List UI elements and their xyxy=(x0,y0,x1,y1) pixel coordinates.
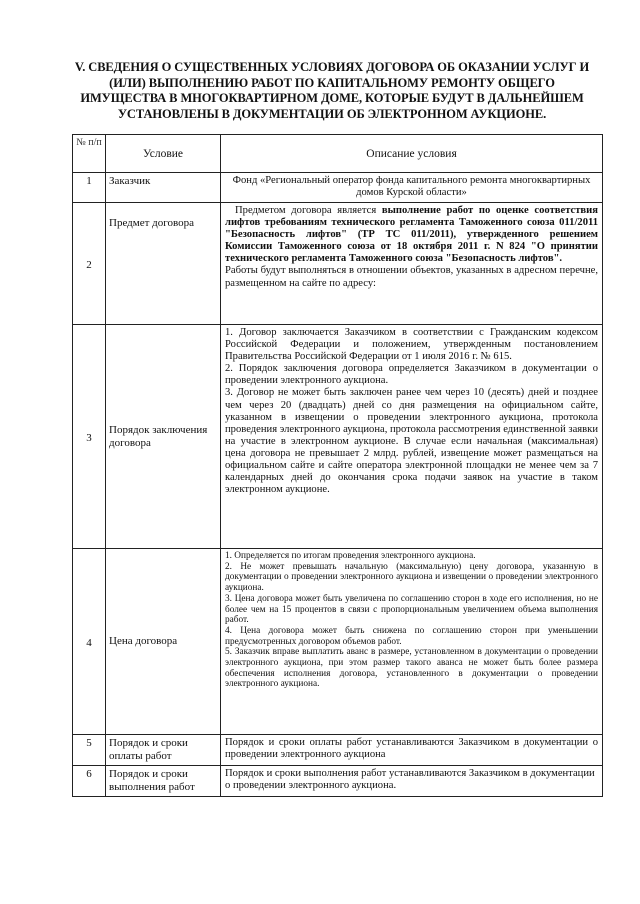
row-condition: Порядок и сроки оплаты работ xyxy=(106,735,221,766)
list-item: 1. Договор заключается Заказчиком в соответствии с Гражданским кодексом Российской Федерации и положением, утвержденным постановлением Правительства Российской Федерации от 1 июля 2016 г. № 615. xyxy=(225,327,598,363)
row-description: Порядок и сроки оплаты работ устанавливаются Заказчиком в документации о проведении электронного аукциона xyxy=(221,735,603,766)
header-condition: Условие xyxy=(106,135,221,173)
list-item: 2. Порядок заключения договора определяется Заказчиком в документации о проведении электронного аукциона. xyxy=(225,363,598,387)
row-number: 3 xyxy=(73,325,106,549)
table-row xyxy=(73,549,603,735)
header-description: Описание условия xyxy=(221,135,603,173)
list-item: 3. Цена договора может быть увеличена по соглашению сторон в ходе его исполнения, но не более чем на 15 процентов в связи с пропорциональным увеличением объема выполнения работ. xyxy=(225,593,598,626)
row-description: Фонд «Региональный оператор фонда капитального ремонта многоквартирных домов Курской области» xyxy=(221,173,603,203)
table-header-row xyxy=(73,135,603,173)
row-condition: Порядок и сроки выполнения работ xyxy=(106,766,221,797)
row-description xyxy=(221,325,603,549)
list-item: 5. Заказчик вправе выплатить аванс в размере, установленном в документации о проведении электронного аукциона, при этом размер такого аванса не может быть более размера обеспечения исполнения договора, установленного в документации о проведении электронного аукциона. xyxy=(225,647,598,690)
table-row xyxy=(73,173,603,203)
table-row xyxy=(73,203,603,325)
table-row xyxy=(73,735,603,766)
row-number: 2 xyxy=(73,203,106,325)
list-item: 1. Определяется по итогам проведения электронного аукциона. xyxy=(225,551,476,561)
row-description xyxy=(221,549,603,735)
list-item: 4. Цена договора может быть снижена по соглашению сторон при уменьшении предусмотренных договором объемов работ. xyxy=(225,625,598,647)
subject-intro: Предметом договора является xyxy=(235,205,382,216)
row-description xyxy=(221,203,603,325)
row-number: 1 xyxy=(73,173,106,203)
table-row xyxy=(73,325,603,549)
row-condition: Предмет договора xyxy=(106,203,221,325)
row-condition: Заказчик xyxy=(106,173,221,203)
subject-bold: выполнение работ по оценке соответствия лифтов требованиям технического регламента Таможенного союза 011/2011 "Безопасность лифтов" (ТР ТС 011/2011), утвержденного решением Комиссии Таможенного союза от 18 октября 2011 г. N 824 "О принятии технического регламента Таможенного союза "Безопасность лифтов". xyxy=(225,205,598,265)
row-condition: Порядок заключения договора xyxy=(106,325,221,549)
row-description: Порядок и сроки выполнения работ устанавливаются Заказчиком в документации о проведении электронного аукциона. xyxy=(221,766,603,797)
row-number: 5 xyxy=(73,735,106,766)
section-title: V. СВЕДЕНИЯ О СУЩЕСТВЕННЫХ УСЛОВИЯХ ДОГОВОРА ОБ ОКАЗАНИИ УСЛУГ И (ИЛИ) ВЫПОЛНЕНИЮ РАБОТ ПО КАПИТАЛЬНОМУ РЕМОНТУ ОБЩЕГО ИМУЩЕСТВА В МНОГОКВАРТИРНОМ ДОМЕ, КОТОРЫЕ БУДУТ В ДАЛЬНЕЙШЕМ УСТАНОВЛЕНЫ В ДОКУМЕНТАЦИИ ОБ ЭЛЕКТРОННОМ АУКЦИОНЕ. xyxy=(74,60,590,121)
list-item: 2. Не может превышать начальную (максимальную) цену договора, указанную в документации о проведении электронного аукциона и извещении о проведении электронного аукциона. xyxy=(225,561,598,594)
row-number: 4 xyxy=(73,549,106,735)
row-condition: Цена договора xyxy=(106,549,221,735)
header-number: № п/п xyxy=(73,135,106,173)
conditions-table xyxy=(72,134,603,797)
list-item: 3. Договор не может быть заключен ранее чем через 10 (десять) дней и позднее чем через 20 (двадцать) дней со дня размещения на официальном сайте, указанном в извещении о проведении электронного аукциона, протокола проведения электронного аукциона, протокола рассмотрения единственной заявки на участие в электронном аукционе. В случае если начальная (максимальная) цена договора не превышает 2 млрд. рублей, извещение может размещаться на официальном сайте и сайте оператора электронной площадки не менее чем за 7 календарных дней до окончания срока подачи заявок на участие в таком электронном аукционе. xyxy=(225,387,598,496)
table-row xyxy=(73,766,603,797)
row-number: 6 xyxy=(73,766,106,797)
subject-addresses: Работы будут выполняться в отношении объектов, указанных в адресном перечне, размещенном на сайте по адресу: xyxy=(225,265,598,289)
